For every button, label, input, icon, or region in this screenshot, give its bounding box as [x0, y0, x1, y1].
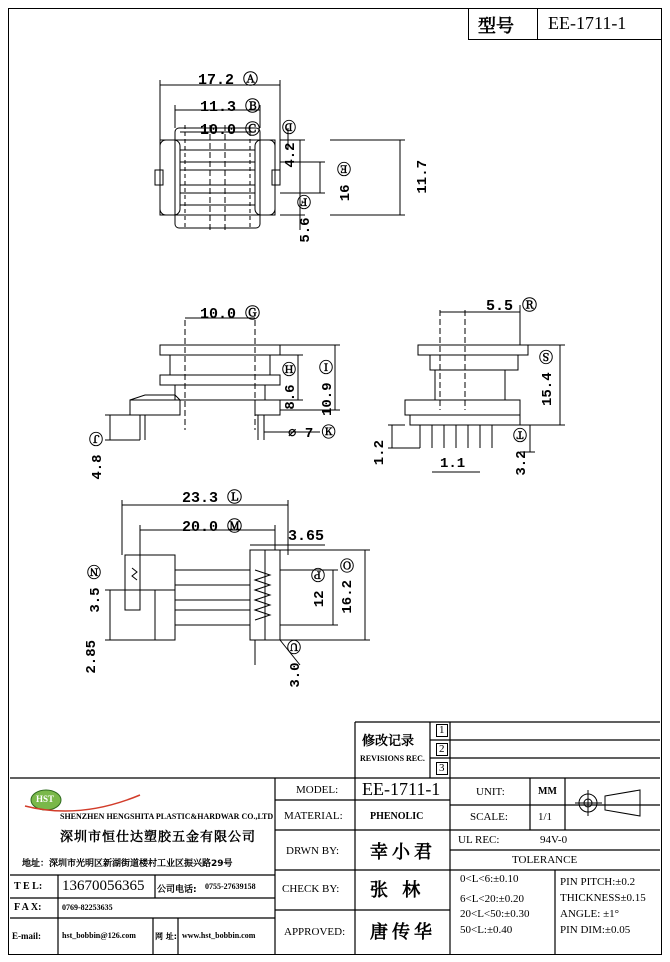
- tel-value: 13670056365: [62, 878, 145, 894]
- dim-o-tag: Ⓞ: [340, 560, 354, 576]
- tol-right-3: ANGLE: ±1°: [560, 908, 620, 920]
- tol-line-2: 6<L<20:±0.20: [460, 893, 524, 905]
- revisions-title-cn: 修改记录: [362, 734, 415, 749]
- tol-line-3: 20<L<50:±0.30: [460, 908, 530, 920]
- company-phone-label: 公司电话:: [157, 885, 197, 895]
- dim-m: 20.0 Ⓜ: [182, 519, 243, 536]
- dim-k: ⌀ 7 Ⓚ: [288, 426, 336, 442]
- scale-value: 1/1: [538, 811, 553, 823]
- web-label: 网 址:: [155, 932, 177, 941]
- company-phone: 0755-27639158: [205, 882, 256, 891]
- tol-line-4: 50<L:±0.40: [460, 924, 513, 936]
- tol-right-1: PIN PITCH:±0.2: [560, 876, 636, 888]
- company-address: 地址：深圳市光明区新湖街道楼村工业区振兴路29号: [22, 859, 233, 869]
- drawn-value: 幸小君: [370, 842, 436, 863]
- dim-c: 10.0 Ⓒ: [200, 122, 261, 139]
- dim-g: 10.0 Ⓖ: [200, 306, 261, 323]
- projection-symbol-icon: [575, 790, 640, 816]
- scale-label: SCALE:: [470, 811, 508, 823]
- logo-text: HST: [36, 794, 55, 804]
- top-view: [155, 80, 405, 230]
- ul-label: UL REC:: [458, 834, 500, 846]
- dim-o: 3.65: [288, 528, 325, 545]
- tol-right-2: THICKNESS±0.15: [560, 892, 646, 904]
- dim-j: 4.8 Ⓙ: [90, 432, 106, 480]
- dim-h: 8.6 Ⓗ: [283, 362, 299, 410]
- header-type-label: 型号: [478, 16, 514, 37]
- dim-11-7: 11.7: [415, 160, 431, 194]
- revision-mark-1: 1: [436, 724, 448, 737]
- revision-mark-3: 3: [436, 762, 448, 775]
- model-label: MODEL:: [296, 784, 339, 796]
- dim-b: 11.3 Ⓑ: [200, 99, 261, 116]
- dim-n: 3.5 Ⓝ: [88, 565, 104, 613]
- dim-r: 5.5 Ⓡ: [486, 298, 538, 315]
- tolerance-title: TOLERANCE: [512, 854, 578, 866]
- material-label: MATERIAL:: [284, 810, 343, 822]
- dim-1-1: 1.1: [440, 456, 466, 472]
- header-model-code: EE-1711-1: [548, 13, 627, 33]
- fax-label: F A X:: [14, 902, 42, 913]
- approved-label: APPROVED:: [284, 926, 346, 938]
- revisions-title-en: REVISIONS REC.: [360, 754, 425, 763]
- email-value[interactable]: hst_bobbin@126.com: [62, 931, 136, 940]
- tol-line-1: 0<L<6:±0.10: [460, 873, 519, 885]
- dim-f: 5.6 Ⓕ: [298, 195, 314, 243]
- dim-a: 17.2 Ⓐ: [198, 72, 259, 89]
- model-value: EE-1711-1: [362, 779, 441, 799]
- check-value: 张 林: [370, 880, 425, 901]
- dim-s: 15.4 Ⓢ: [540, 350, 556, 407]
- dim-t: 3.2 Ⓣ: [514, 428, 530, 476]
- unit-label: UNIT:: [476, 786, 505, 798]
- dim-e: 16 Ⓔ: [338, 162, 354, 202]
- drawn-label: DRWN BY:: [286, 845, 340, 857]
- revision-mark-2: 2: [436, 743, 448, 756]
- email-label: E-mail:: [12, 931, 41, 941]
- material-value: PHENOLIC: [370, 811, 424, 822]
- approved-value: 唐传华: [370, 922, 436, 943]
- dim-1-2: 1.2: [372, 440, 388, 466]
- fax-value: 0769-82253635: [62, 903, 113, 912]
- company-name-cn: 深圳市恒仕达塑胶五金有限公司: [60, 830, 257, 845]
- dim-i: 10.9 Ⓘ: [320, 360, 336, 417]
- dim-l: 23.3 Ⓛ: [182, 490, 243, 507]
- dim-d: 4.2 Ⓓ: [283, 120, 299, 168]
- dim-u: 3.0 Ⓤ: [288, 640, 304, 688]
- dim-2-85: 2.85: [84, 640, 100, 674]
- dim-q: 16.2: [340, 580, 356, 614]
- web-value[interactable]: www.hst_bobbin.com: [182, 931, 256, 940]
- unit-value: MM: [538, 786, 557, 797]
- tol-right-4: PIN DIM:±0.05: [560, 924, 631, 936]
- tel-label: T E L:: [14, 881, 43, 892]
- company-name-en: SHENZHEN HENGSHITA PLASTIC&HARDWAR CO.,LTD: [60, 812, 274, 821]
- dim-p: 12 Ⓟ: [312, 568, 328, 608]
- ul-value: 94V-0: [540, 834, 568, 846]
- check-label: CHECK BY:: [282, 883, 340, 895]
